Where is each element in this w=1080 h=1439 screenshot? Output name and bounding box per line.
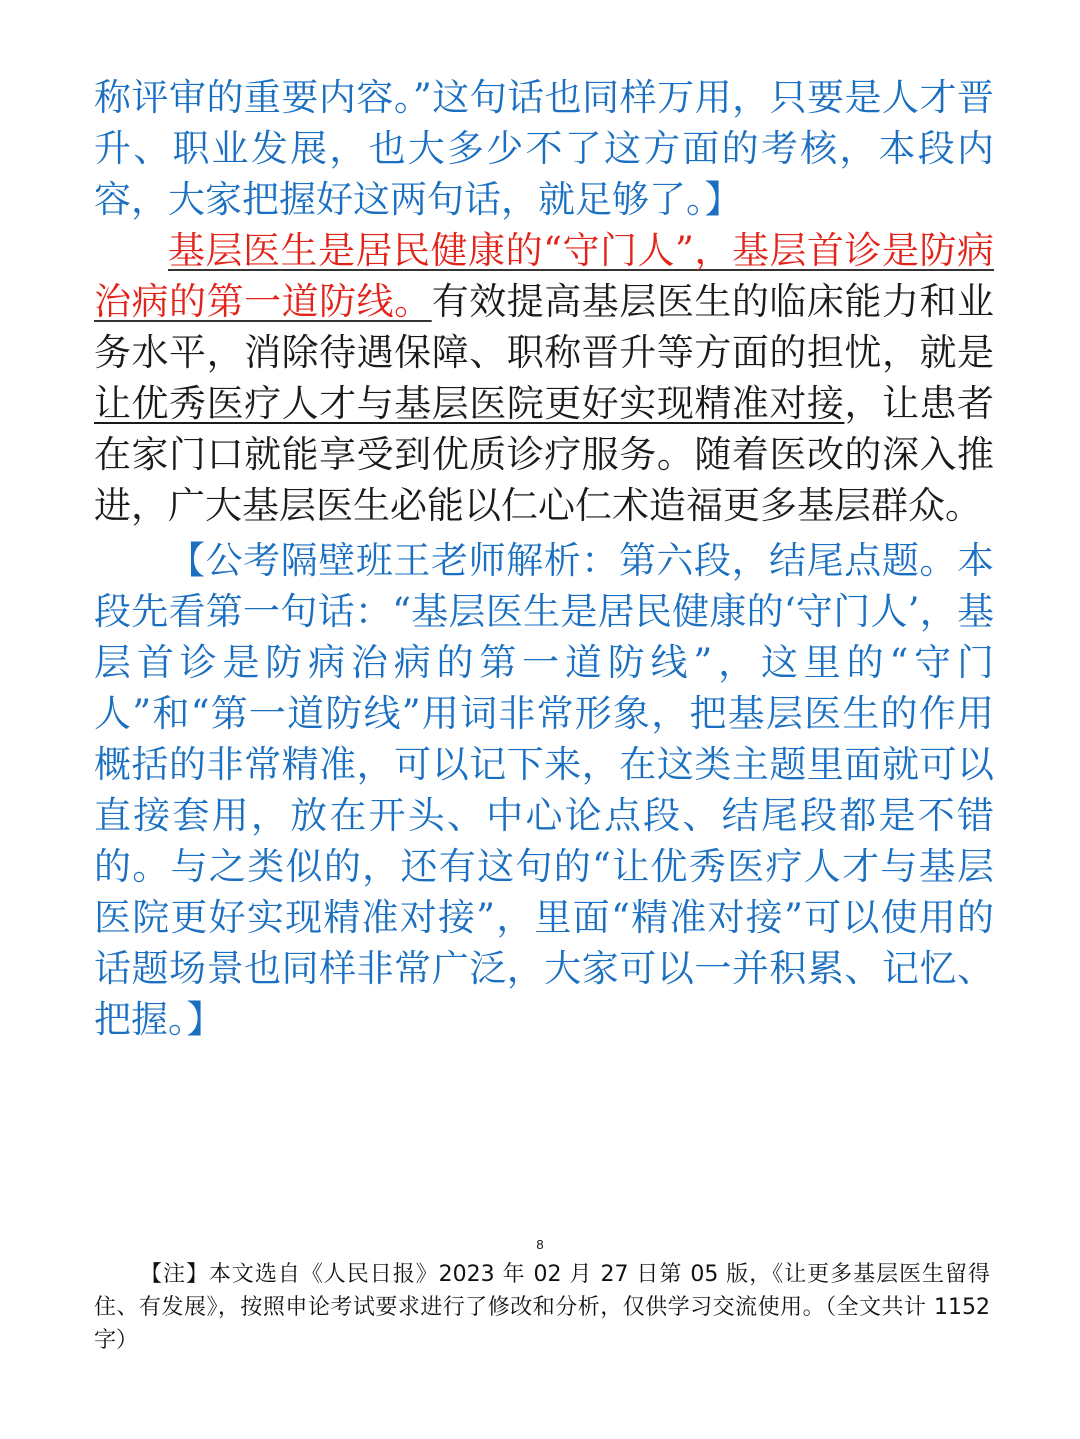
paragraph-six-text-a: 有效提高基层医生的临床能力和业务水平，消除待遇保障、职称晋升等方面的担忧，就是	[94, 280, 995, 374]
teacher-analysis: 【公考隔壁班王老师解析：第六段，结尾点题。本段先看第一句话：“基层医生是居民健康的‘守门人’，基层首诊是防病治病的第一道防线”，这里的“守门人”和“第一道防线”用词非常形象，把基层医生的作用概括的非常精准，可以记下来，在这类主题里面就可以直接套用，放在开头、中心论点段、结尾段都是不错的。与之类似的，还有这句的“让优秀医疗人才与基层医院更好实现精准对接”，里面“精准对接”可以使用的话题场景也同样非常广泛，大家可以一并积累、记忆、把握。】	[94, 539, 994, 1041]
footnote: 【注】本文选自《人民日报》2023 年 02 月 27 日第 05 版，《让更多基层医生留得住、有发展》，按照申论考试要求进行了修改和分析，仅供学习交流使用。（全文共计 1152 字）	[94, 1262, 990, 1353]
paragraph-six-text-b: ，让患者在家门口就能享受到优质诊疗服务。随着医改的深入推进，广大基层医生必能以仁心仁术造福更多基层群众。	[94, 382, 995, 527]
underlined-phrase: 让优秀医疗人才与基层医院更好实现精准对接	[94, 382, 845, 425]
previous-analysis-tail: 称评审的重要内容。”这句话也同样万用，只要是人才晋升、职业发展，也大多少不了这方面的考核，本段内容，大家把握好这两句话，就足够了。】	[94, 76, 994, 221]
key-sentence-highlight: 基层医生是居民健康的“守门人”，基层首诊是防病治病的第一道防线。	[94, 229, 994, 323]
document-body	[94, 72, 994, 1045]
paragraph-six	[94, 225, 994, 531]
page-number: 8	[536, 1237, 544, 1252]
